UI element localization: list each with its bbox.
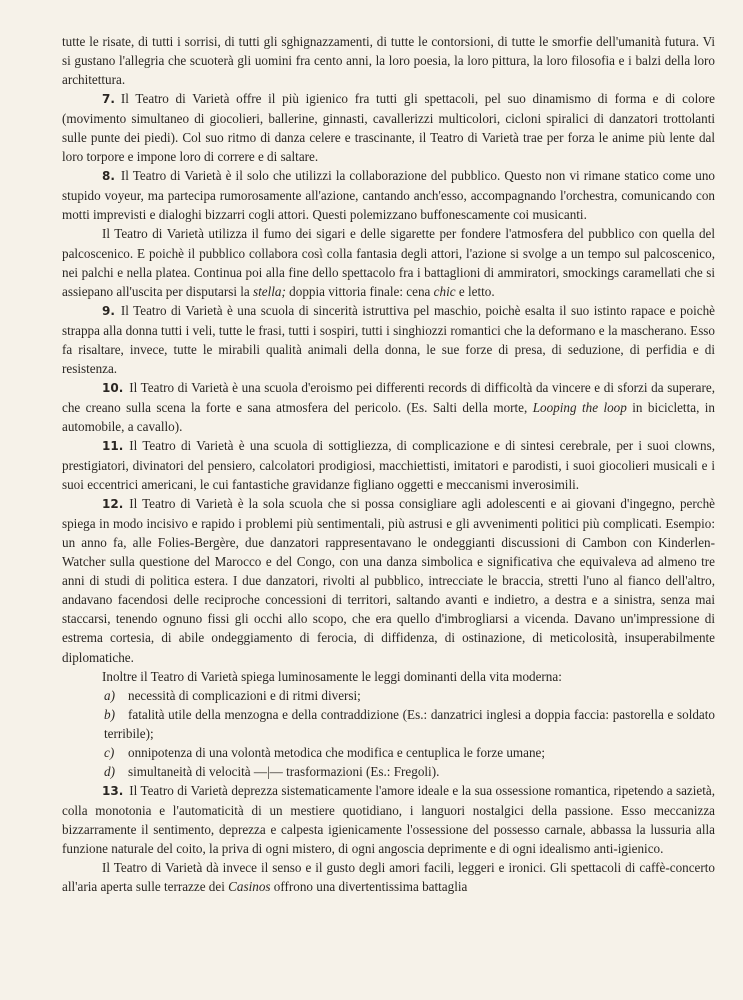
- list-text: simultaneità di velocità —|— trasformazioni (Es.: Fregoli).: [128, 763, 440, 779]
- paragraph-text: Il Teatro di Varietà utilizza il fumo dei sigari e delle sigarette per fondere l'atmosfera del pubblico con quella del palcoscenico. E poichè il pubblico collabora così colla fantasia degli attori, l'azione si svolge a un tempo sul palcoscenico, nei palchi e nella platea. Continua poi alla fine dello spettacolo fra i battaglioni di ammiratori, smockings caramellati che si assiepano all'uscita per disputarsi la: [62, 226, 715, 299]
- paragraph-number: 10.: [102, 380, 124, 395]
- paragraph-text: Il Teatro di Varietà deprezza sistematicamente l'amore ideale e la sua ossessione romantica, ripetendo a sazietà, colla monotonia e l'automaticità di un mestiere quotidiano, i languori nostalgici della passione. Esso meccanizza bizzarramente il sentimento, deprezza e calpesta igienicamente l'ossessione del possesso carnale, abbassa la lussuria alla funzione naturale del coito, la priva di ogni mistero, di ogni angoscia deprimente e di ogni idealismo anti-igienico.: [62, 782, 715, 856]
- paragraph-text: Inoltre il Teatro di Varietà spiega luminosamente le leggi dominanti della vita moderna:: [102, 668, 562, 684]
- paragraph-8-smoke: [62, 224, 715, 300]
- paragraph-text: Il Teatro di Varietà offre il più igienico fra tutti gli spettacoli, pel suo dinamismo di forma e di colore (movimento simultaneo di giocolieri, ballerine, ginnasti, cavallerizzi multicolori, cicloni spiralici di danzatori trottolanti sulle punte dei piedi). Col suo ritmo di danza celere e trascinante, il Teatro di Varietà trae per forza le anime più lente dal loro torpore e impone loro di correre e di saltare.: [62, 91, 715, 165]
- list-item-c: [62, 743, 715, 762]
- list-item-a: [62, 686, 715, 705]
- paragraph-text: in bicicletta, in automobile, a cavallo).: [62, 399, 715, 434]
- paragraph-text: Il Teatro di Varietà è una scuola di sincerità istruttiva pel maschio, poichè esalta il suo istinto rapace e poichè strappa alla donna tutti i veli, tutte le frasi, tutti i sospiri, tutti i singhiozzi romantici che la deformano e la mascherano. Esso fa risaltare, invece, tutte le mirabili qualità animali della donna, le sue forze di presa, di seduzione, di perfidia e di resistenza.: [62, 302, 715, 376]
- emphasis-chic: chic: [433, 283, 456, 299]
- list-marker: a): [104, 687, 115, 703]
- list-marker: d): [104, 763, 115, 779]
- paragraph-10: [62, 378, 715, 436]
- list-item-b: [62, 705, 715, 743]
- paragraph-continuation: [62, 32, 715, 89]
- emphasis-stella: stella;: [253, 283, 286, 299]
- paragraph-number: 11.: [102, 438, 124, 453]
- paragraph-text: e letto.: [455, 283, 495, 299]
- paragraph-text: Il Teatro di Varietà è una scuola d'eroismo pei differenti records di difficoltà da vincere e di sforzi da superare, che creano sulla scena la forte e sana atmosfera del pericolo. (Es. Salti della morte,: [62, 379, 715, 415]
- paragraph-text: Il Teatro di Varietà dà invece il senso e il gusto degli amori facili, leggeri e ironici. Gli spettacoli di caffè-concerto all'aria aperta sulle terrazze dei: [62, 860, 715, 895]
- paragraph-8: [62, 166, 715, 224]
- paragraph-12: [62, 494, 715, 666]
- paragraph-number: 7.: [102, 92, 115, 107]
- paragraph-text: Il Teatro di Varietà è una scuola di sottigliezza, di complicazione e di sintesi cerebrale, per i suoi clowns, prestigiatori, divinatori del pensiero, calcolatori prodigiosi, macchiettisti, imitatori e parodisti, i suoi giocolieri musicali e i suoi eccentrici americani, le cui fantastiche gravidanze figliano oggetti e meccanismi inverosimili.: [62, 437, 715, 493]
- paragraph-text: doppia vittoria finale: cena: [285, 283, 434, 299]
- paragraph-number: 12.: [102, 497, 124, 512]
- paragraph-13: [62, 781, 715, 858]
- paragraph-text: Il Teatro di Varietà è il solo che utilizzi la collaborazione del pubblico. Questo non vi rimane statico come uno stupido voyeur, ma partecipa rumorosamente all'azione, cantando anch'esso, accompagnando l'orchestra, comunicando con motti imprevisti e dialoghi bizzarri cogli attori. Questi polemizzano buffonescamente coi musicanti.: [62, 168, 715, 223]
- paragraph-9: [62, 301, 715, 378]
- paragraph-number: 13.: [102, 783, 124, 798]
- paragraph-text: tutte le risate, di tutti i sorrisi, di tutti gli sghignazzamenti, di tutte le contorsioni, di tutte le smorfie dell'umanità futura. Vi si gustano l'allegria che scuoterà gli uomini fra cento anni, la loro poesia, la loro pittura, la loro filosofia e i balzi della loro architettura.: [62, 34, 715, 88]
- list-item-d: [62, 762, 715, 781]
- paragraph-number: 8.: [102, 169, 115, 184]
- list-text: fatalità utile della menzogna e della contraddizione (Es.: danzatrici inglesi a doppia faccia: pastorella e soldato terribile);: [104, 706, 715, 741]
- paragraph-text: Il Teatro di Varietà è la sola scuola che si possa consigliare agli adolescenti e ai giovani d'ingegno, perchè spiega in modo incisivo e rapido i problemi più sentimentali, più astrusi e gli avvenimenti politici più complicati. Esempio: un anno fa, alle Folies-Bergère, due danzatori rappresentavano le ondeggianti discussioni di Cambon con Kinderlen-Watcher sulla questione del Marocco e del Congo, con una danza simbolica e significativa che equivaleva ad almeno tre anni di studi di politica estera. I due danzatori, rivolti al pubblico, intrecciate le braccia, stretti l'uno al fianco dell'altro, andavano facendosi delle reciproche concessioni di territori, saltando avanti e indietro, a destra e a sinistra, senza mai staccarsi, tenendo ognuno fissi gli occhi allo scopo, che era quello d'imbrogliarsi a vicenda. Davano un'impressione di estrema cortesia, di abile ondeggiamento di ferocia, di diffidenza, di ostinazione, di meticolosità, insuperabilmente diplomatiche.: [62, 496, 715, 665]
- list-marker: c): [104, 744, 115, 760]
- paragraph-13-casinos: [62, 858, 715, 896]
- list-text: necessità di complicazioni e di ritmi diversi;: [128, 687, 361, 703]
- emphasis-looping: Looping the loop: [532, 399, 627, 415]
- paragraph-12-intro-list: [62, 667, 715, 686]
- list-marker: b): [104, 706, 115, 722]
- paragraph-text: offrono una divertentissima battaglia: [270, 879, 468, 895]
- paragraph-7: [62, 89, 715, 166]
- list-text: onnipotenza di una volontà metodica che modifica e centuplica le forze umane;: [128, 744, 546, 760]
- paragraph-number: 9.: [102, 303, 115, 318]
- emphasis-casinos: Casinos: [228, 879, 271, 895]
- paragraph-11: [62, 436, 715, 494]
